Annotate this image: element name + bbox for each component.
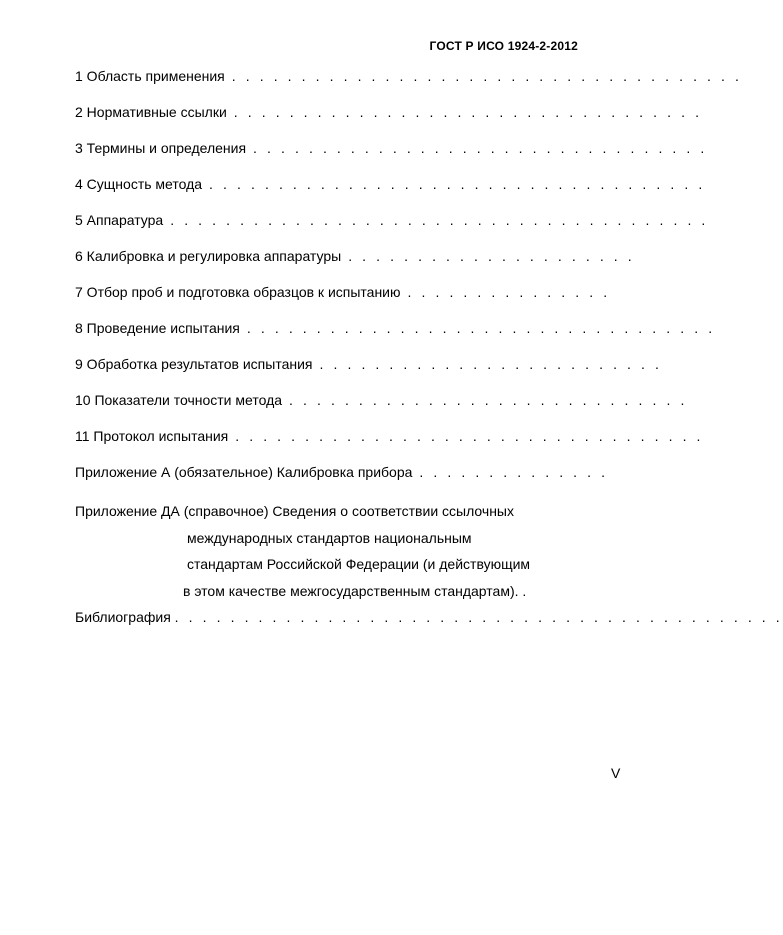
toc-entry-title: 4 Сущность метода xyxy=(75,176,203,192)
toc-dot-leader: . . . . . . . . . . . . . . . . . . . . . . . . . . . . . . . . . . xyxy=(226,104,703,120)
toc-entry-precision[interactable] xyxy=(75,392,688,428)
toc-entry-title: 1 Область применения xyxy=(75,68,225,84)
toc-entry-test-report[interactable] xyxy=(75,428,704,464)
toc-dot-leader: . . . . . . . . . . . . . . xyxy=(412,464,609,480)
toc-entry-sampling-preparation[interactable] xyxy=(75,284,611,320)
toc-entry-test-procedure[interactable] xyxy=(75,320,716,356)
appendix-da-line-3: стандартам Российской Федерации (и действующим xyxy=(187,556,531,572)
toc-entry-title: 6 Калибровка и регулировка аппаратуры xyxy=(75,248,342,264)
table-of-contents xyxy=(75,68,783,631)
toc-entry-bibliography[interactable] xyxy=(75,604,783,631)
toc-dot-leader: . . . . . . . . . . . . . . . . . . . . . . . . . . . . . . . . . . xyxy=(228,428,704,444)
toc-dot-leader: . . . . . . . . . . . . . . . . . . . . . . . . . . . . . . . . . . . . . . . . . . . . xyxy=(174,609,783,625)
toc-dot-leader: . . . . . . . . . . . . . . . . . . . . . . . . . . . . . . . . . . . . xyxy=(202,176,706,192)
toc-dot-leader: . . . . . . . . . . . . . . . . . . . . . xyxy=(341,248,635,264)
toc-entry-title: Библиография xyxy=(75,609,175,625)
toc-entry-calibration-adjustment[interactable] xyxy=(75,248,635,284)
appendix-da-line-1: Приложение ДА (справочное) Сведения о соответствии ссылочных xyxy=(75,503,514,519)
toc-dot-leader: . . . . . . . . . . . . . . . . . . . . . . . . . . . . . . . . . . . . . xyxy=(224,68,742,84)
toc-entry-title: 10 Показатели точности метода xyxy=(75,392,283,408)
toc-entry-method-principle[interactable] xyxy=(75,176,706,212)
appendix-da-line-2: международных стандартов национальным xyxy=(187,529,472,546)
toc-entry-appendix-a[interactable] xyxy=(75,464,609,500)
toc-entry-scope[interactable] xyxy=(75,68,742,104)
toc-dot-leader: . . . . . . . . . . . . . . . . . . . . . . . . . . . . . . . . . . xyxy=(239,320,716,336)
toc-entry-apparatus[interactable] xyxy=(75,212,709,248)
toc-dot-leader: . . . . . . . . . . . . . . . . . . . . . . . . . . . . . . . . . xyxy=(246,140,708,156)
toc-entry-normative-references[interactable] xyxy=(75,104,703,140)
toc-entry-title: 2 Нормативные ссылки xyxy=(75,104,227,120)
toc-dot-leader: . . . . . . . . . . . . . . . . . . . . . . . . . . . . . . . . . . . . . . . xyxy=(163,212,709,228)
toc-entry-title: 11 Протокол испытания xyxy=(75,428,229,444)
toc-entry-title: 8 Проведение испытания xyxy=(75,320,240,336)
toc-entry-title: 7 Отбор проб и подготовка образцов к испытанию xyxy=(75,284,401,300)
toc-dot-leader: . . . . . . . . . . . . . . . . . . . . . . . . . xyxy=(312,356,662,372)
page-number: V xyxy=(611,765,621,781)
toc-entry-title: 3 Термины и определения xyxy=(75,140,247,156)
toc-entry-title: 5 Аппаратура xyxy=(75,212,164,228)
toc-entry-appendix-da[interactable] xyxy=(75,498,783,631)
toc-entry-terms-definitions[interactable] xyxy=(75,140,708,176)
toc-entry-title: Приложение А (обязательное) Калибровка прибора xyxy=(75,464,413,480)
toc-dot-leader: . . . . . . . . . . . . . . . . . . . . . . . . . . . . . xyxy=(282,392,688,408)
toc-dot-leader: . . . . . . . . . . . . . . . xyxy=(400,284,611,300)
toc-entry-title: 9 Обработка результатов испытания xyxy=(75,356,313,372)
toc-entry-results-processing[interactable] xyxy=(75,356,662,392)
appendix-da-line-4: в этом качестве межгосударственным стандартам). . xyxy=(183,582,527,599)
document-standard-id: ГОСТ Р ИСО 1924-2-2012 xyxy=(429,39,578,53)
